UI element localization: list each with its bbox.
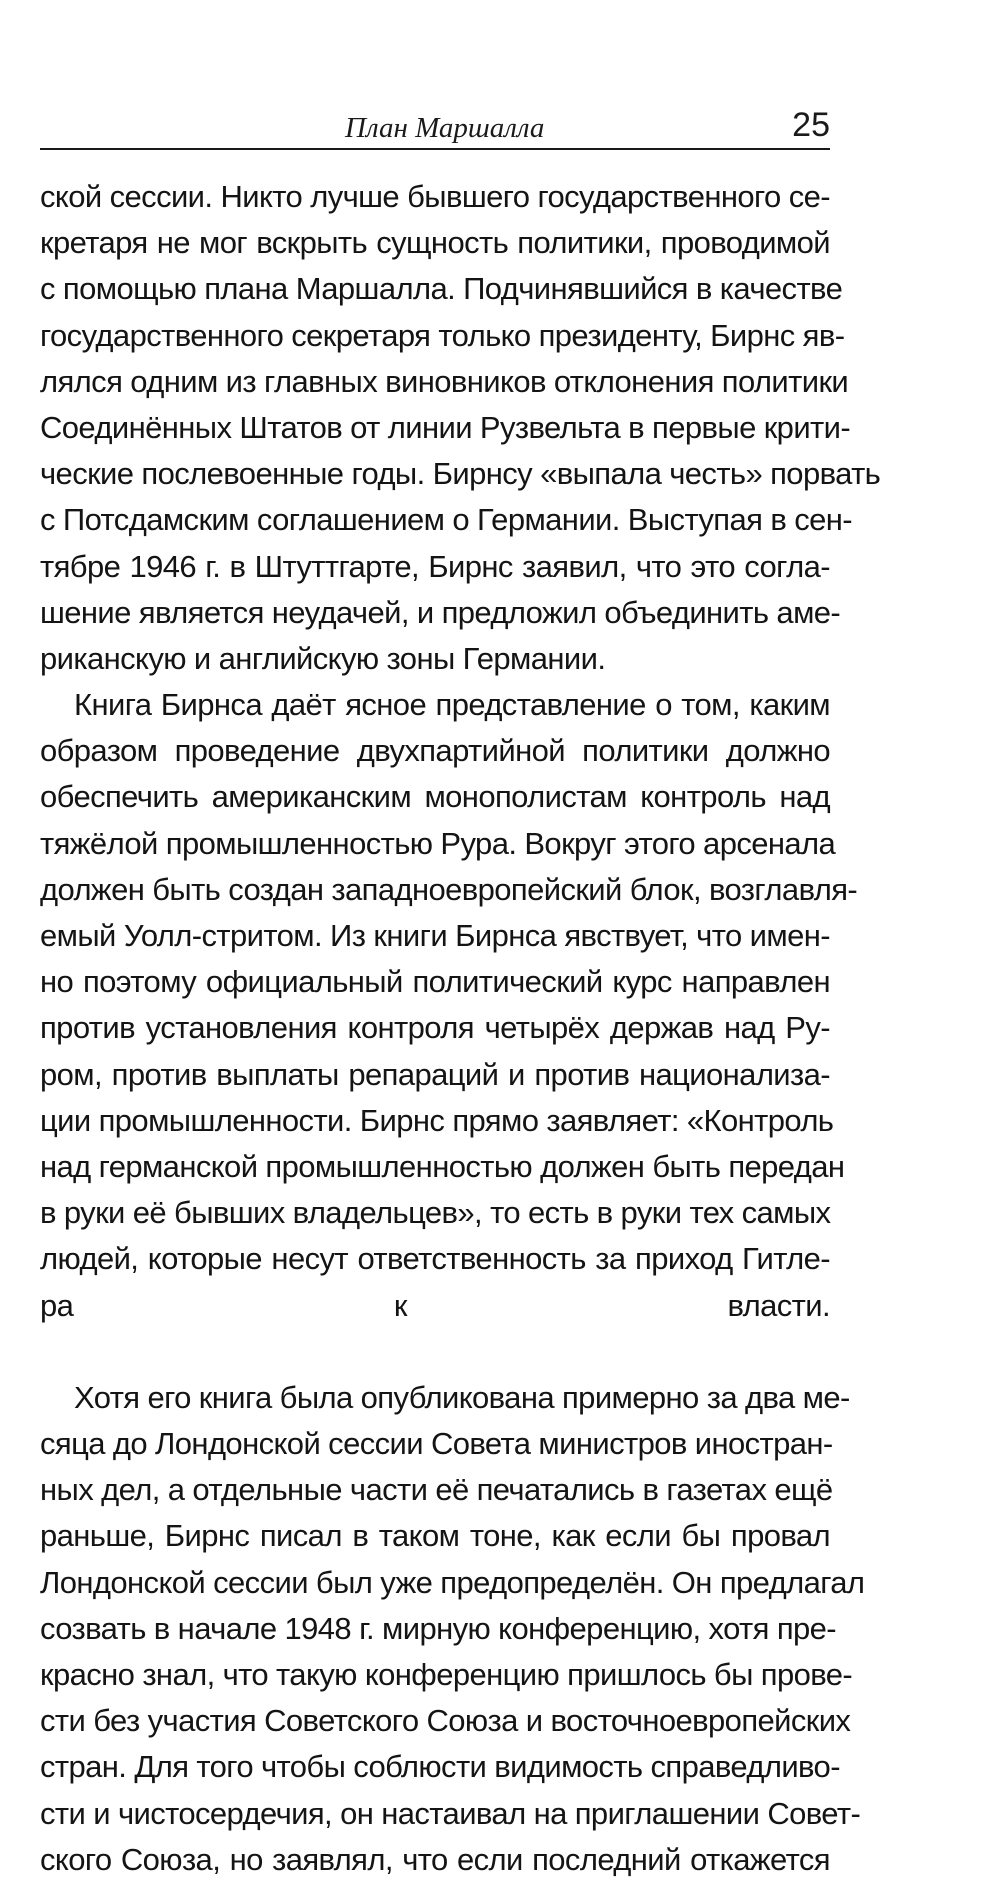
text-line: но поэтому официальный политический курс направлен (40, 964, 830, 1000)
text-line: сти без участия Советского Союза и восточноевропейских (40, 1703, 851, 1739)
paragraph (40, 174, 881, 682)
text-line: людей, которые несут ответственность за приход Гитле- (40, 1241, 830, 1277)
text-line: ческие послевоенные годы. Бирнсу «выпала честь» порвать (40, 456, 881, 492)
text-line: емый Уолл-стритом. Из книги Бирнса явствует, что имен- (40, 918, 830, 953)
text-line: ных дел, а отдельные части её печатались в газетах ещё (40, 1472, 833, 1508)
text-line: с помощью плана Маршалла. Подчинявшийся в качестве (40, 271, 843, 307)
text-line: сти и чистосердечия, он настаивал на приглашении Совет- (40, 1795, 861, 1831)
text-line: ции промышленности. Бирнс прямо заявляет: «Контроль (40, 1102, 834, 1138)
text-line: с Потсдамским соглашением о Германии. Выступая в сен- (40, 502, 852, 538)
page-number: 25 (792, 106, 830, 144)
paragraph (40, 1375, 865, 1883)
body-text (40, 174, 881, 1883)
text-line: шение является неудачей, и предложил объединить аме- (40, 594, 841, 630)
text-line: стран. Для того чтобы соблюсти видимость справедливо- (40, 1749, 840, 1785)
text-line: в руки её бывших владельцев», то есть в руки тех самых (40, 1195, 831, 1231)
text-line: ра к власти. (40, 1287, 830, 1323)
text-line: обеспечить американским монополистам контроль над (40, 779, 830, 815)
text-line: ской сессии. Никто лучше бывшего государственного се- (40, 179, 830, 214)
text-line: государственного секретаря только президенту, Бирнс яв- (40, 317, 845, 353)
text-line: Соединённых Штатов от линии Рузвельта в первые крити- (40, 409, 851, 445)
text-line: созвать в начале 1948 г. мирную конференцию, хотя пре- (40, 1610, 837, 1646)
paragraph (40, 682, 858, 1375)
text-line: над германской промышленностью должен быть передан (40, 1148, 845, 1184)
text-line: сяца до Лондонской сессии Совета министров иностран- (40, 1426, 833, 1462)
page-header (40, 104, 830, 150)
text-line: образом проведение двухпартийной политики должно (40, 733, 830, 769)
text-line: ского Союза, но заявлял, что если последний откажется (40, 1841, 830, 1877)
text-line: кретаря не мог вскрыть сущность политики, проводимой (40, 225, 830, 261)
text-line: лялся одним из главных виновников отклонения политики (40, 363, 849, 399)
text-line (40, 1329, 830, 1375)
text-line: тябре 1946 г. в Штуттгарте, Бирнс заявил, что это согла- (40, 548, 830, 584)
text-line: риканскую и английскую зоны Германии. (40, 640, 606, 676)
running-title: План Маршалла (345, 112, 545, 144)
text-line: тяжёлой промышленностью Рура. Вокруг этого арсенала (40, 825, 836, 861)
text-line: должен быть создан западноевропейский блок, возглавля- (40, 871, 858, 907)
text-line: раньше, Бирнс писал в таком тоне, как если бы провал (40, 1518, 830, 1554)
text-line: Хотя его книга была опубликована примерно за два ме- (74, 1379, 850, 1415)
text-line: против установления контроля четырёх держав над Ру- (40, 1010, 830, 1046)
text-line: Лондонской сессии был уже предопределён. Он предлагал (40, 1564, 865, 1600)
text-line: ром, против выплаты репараций и против национализа- (40, 1056, 830, 1092)
text-line: Книга Бирнса даёт ясное представление о том, каким (74, 687, 830, 723)
text-line: красно знал, что такую конференцию пришлось бы прове- (40, 1657, 853, 1692)
